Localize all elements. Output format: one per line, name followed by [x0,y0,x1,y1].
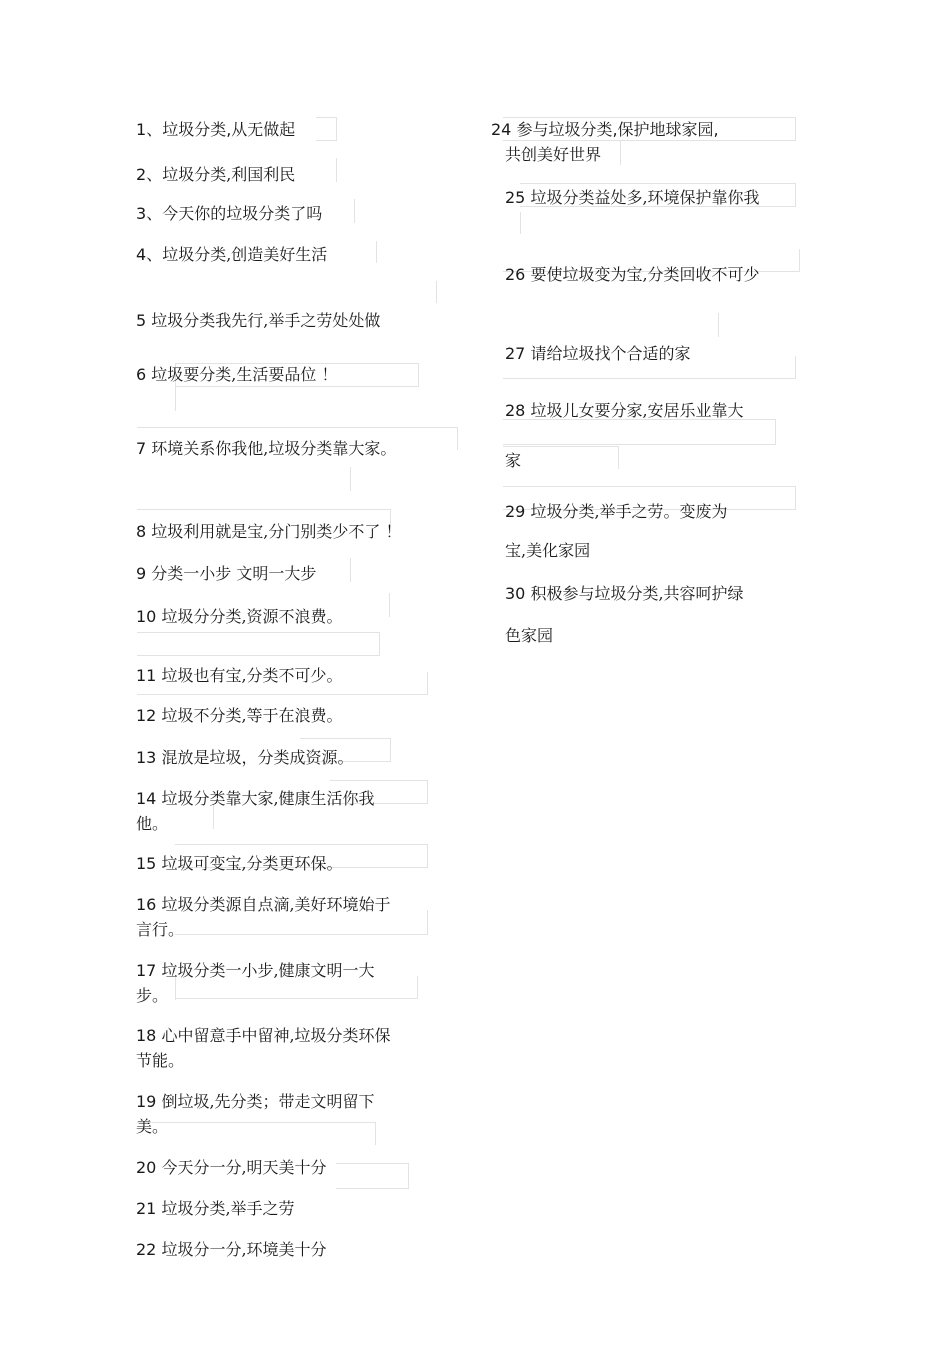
slogan-item: 24 参与垃圾分类,保护地球家园, [491,120,719,139]
scan-artifact [175,385,176,411]
slogan-item-continued: 共创美好世界 [505,145,602,164]
slogan-item: 19 倒垃圾,先分类；带走文明留下美。 [136,1092,375,1136]
slogan-item: 10 垃圾分分类,资源不浪费。 [136,607,343,626]
scan-artifact [620,141,621,165]
scan-artifact [389,593,390,617]
slogan-item: 2、垃圾分类,利国利民 [136,165,296,184]
slogan-item-continued: 色家园 [505,626,554,645]
slogan-item: 14 垃圾分类靠大家,健康生活你我他。 [136,789,375,833]
slogan-item: 27 请给垃圾找个合适的家 [505,344,691,363]
slogan-item: 21 垃圾分类,举手之劳 [136,1199,295,1218]
slogan-item: 15 垃圾可变宝,分类更环保。 [136,854,343,873]
scan-artifact [436,281,437,303]
slogan-item: 30 积极参与垃圾分类,共容呵护绿 [505,584,744,603]
slogan-item: 6 垃圾要分类,生活要品位 ！ [136,365,338,384]
scan-artifact [336,1163,409,1189]
scan-artifact [350,467,351,491]
scan-artifact [718,313,719,337]
scan-artifact [376,241,377,263]
slogan-item: 28 垃圾儿女要分家,安居乐业靠大 [505,401,744,420]
scan-artifact [137,632,380,656]
slogan-item: 1、垃圾分类,从无做起 [136,120,296,139]
slogan-item-continued: 家 [505,451,522,470]
slogan-item: 11 垃圾也有宝,分类不可少。 [136,666,343,685]
slogan-item: 8 垃圾利用就是宝,分门别类少不了 ！ [136,522,402,541]
slogan-item: 3、今天你的垃圾分类了吗 [136,204,323,223]
slogan-item: 22 垃圾分一分,环境美十分 [136,1240,327,1259]
slogan-item: 26 要使垃圾变为宝,分类回收不可少 [505,265,760,284]
slogan-item: 7 环境关系你我他,垃圾分类靠大家。 [136,439,397,458]
slogan-item: 25 垃圾分类益处多,环境保护靠你我 [505,188,760,207]
slogan-item: 29 垃圾分类,举手之劳。变废为 [505,502,728,521]
scan-artifact [336,158,337,182]
slogan-item: 13 混放是垃圾，分类成资源。 [136,748,354,767]
slogan-item: 16 垃圾分类源自点滴,美好环境始于言行。 [136,895,391,939]
scan-artifact [316,117,337,141]
slogan-item-continued: 宝,美化家园 [505,541,591,560]
slogan-item: 4、垃圾分类,创造美好生活 [136,245,328,264]
slogan-item: 20 今天分一分,明天美十分 [136,1158,327,1177]
scan-artifact [350,558,351,582]
slogan-item: 18 心中留意手中留神,垃圾分类环保节能。 [136,1026,391,1070]
slogan-item: 17 垃圾分类一小步,健康文明一大步。 [136,961,375,1005]
slogan-item: 12 垃圾不分类,等于在浪费。 [136,706,343,725]
slogan-item: 9 分类一小步 文明一大步 [136,564,317,583]
scan-artifact [520,212,521,234]
slogan-item: 5 垃圾分类我先行,举手之劳处处做 [136,311,381,330]
scan-artifact [354,199,355,223]
